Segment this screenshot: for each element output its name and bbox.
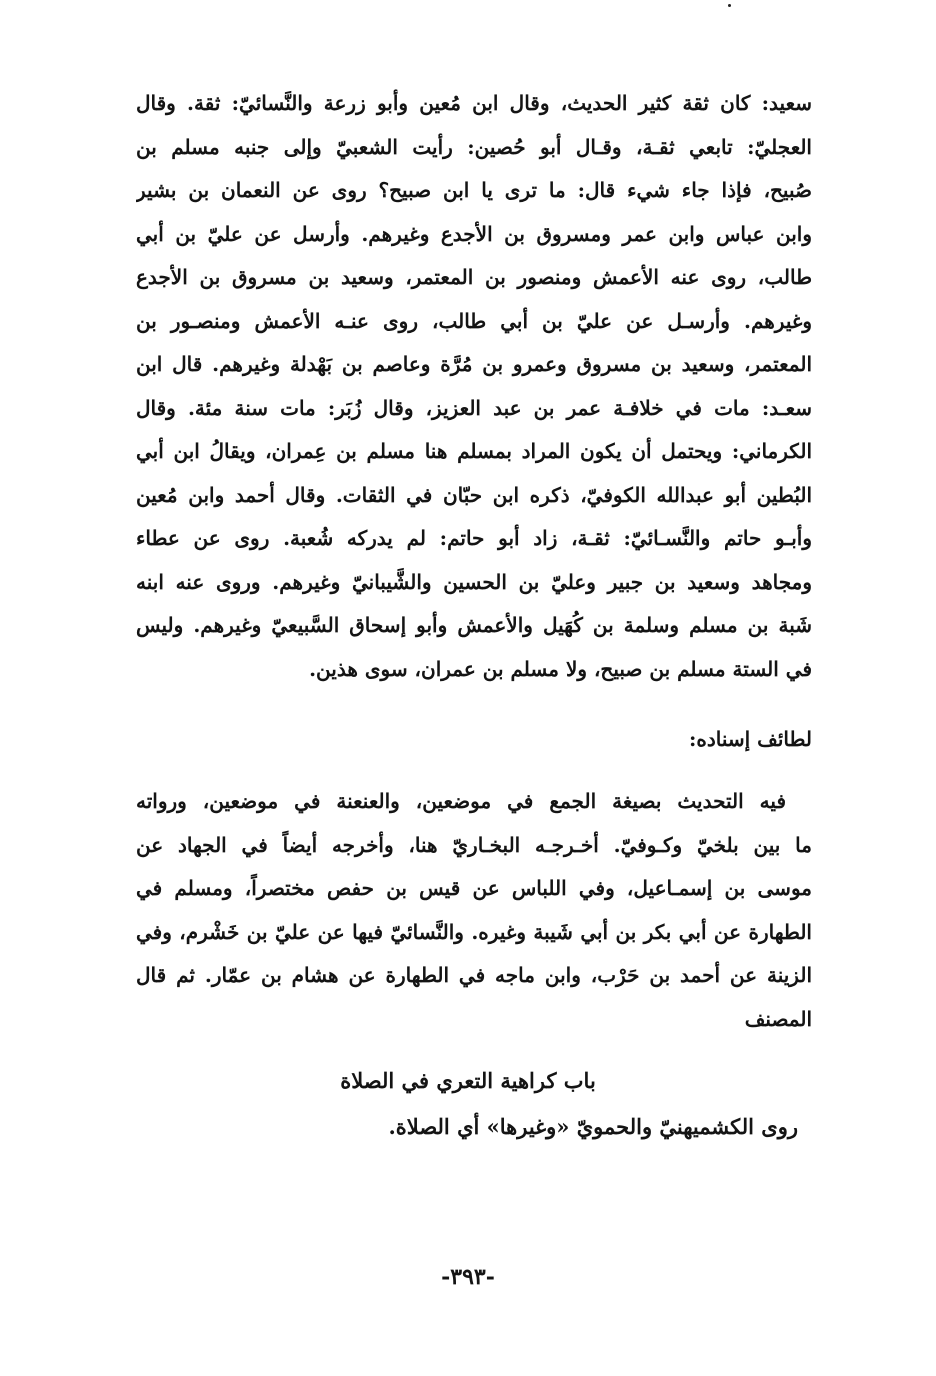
biography-paragraph — [136, 82, 812, 691]
text-line: وغيرهم. وأرسـل عن عليّ بن أبي طالب، روى عنـه الأعمش ومنصـور بن — [136, 308, 812, 333]
text-line: وابن عباس وابن عمر ومسروق بن الأجدع وغيرهم. وأرسل عن عليّ بن أبي — [136, 221, 812, 246]
text-line: موسى بن إسمـاعيل، وفي اللباس عن قيس بن حفص مختصراً، ومسلم في — [136, 876, 812, 900]
text-line: الزينة عن أحمد بن حَرْب، وابن ماجه في الطهارة عن هشام بن عمّار. ثم قال — [136, 963, 812, 987]
text-line: الطهارة عن أبي بكر بن أبي شَيبة وغيره. والنَّسائيّ فيها عن عليّ بن خَشْرم، وفي — [136, 919, 812, 944]
chapter-note: روى الكشميهنيّ والحمويّ «وغيرها» أي الصلاة. — [388, 1114, 798, 1139]
page-number: -٣٩٣- — [441, 1264, 495, 1290]
text-line: العجليّ: تابعي ثقـة، وقـال أبو حُصين: رأيت الشعبيّ وإلى جنبه مسلم بن — [136, 134, 812, 159]
text-line: المعتمر، وسعيد بن مسروق وعمرو بن مُرَّة وعاصم بن بَهْدلة وغيرهم. قال ابن — [136, 352, 812, 376]
text-line: في الستة مسلم بن صبيح، ولا مسلم بن عمران، سوى هذين. — [309, 656, 812, 681]
text-line: صُبيح، فإذا جاء شيء قال: ما ترى يا ابن صبيح؟ روى عن النعمان بن بشير — [136, 178, 812, 202]
text-line: طالب، روى عنه الأعمش ومنصور بن المعتمر، وسعيد بن مسروق بن الأجدع — [136, 265, 812, 289]
isnad-paragraph — [136, 780, 812, 1041]
text-line: البُطين أبو عبدالله الكوفيّ، ذكره ابن حبّان في الثقات. وقال أحمد وابن مُعين — [136, 482, 812, 507]
text-line: سعيد: كان ثقة كثير الحديث، وقال ابن مُعين وأبو زرعة والنَّسائيّ: ثقة. وقال — [136, 91, 812, 115]
chapter-title: باب كراهية التعري في الصلاة — [340, 1068, 596, 1093]
text-line: سعـد: مات في خلافـة عمر بن عبد العزيز، وقال زُبَر: مات سنة مئة. وقال — [136, 395, 812, 420]
text-line: فيه التحديث بصيغة الجمع في موضعين، والعنعنة في موضعين، ورواته — [136, 789, 787, 813]
text-line: ما بين بلخيّ وكـوفيّ. أخـرجـه البخـاريّ هنا، وأخرجه أيضاً في الجهاد عن — [136, 832, 812, 857]
text-line: وأبـو حاتم والنَّسـائيّ: ثقـة، زاد أبو حاتم: لم يدركه شُعبة. روى عن عطاء — [136, 526, 812, 550]
section-heading: لطائف إسناده: — [688, 727, 812, 751]
text-line: ومجاهد وسعيد بن جبير وعليّ بن الحسين والشَّيبانيّ وغيرهم. وروى عنه ابنه — [136, 569, 812, 594]
text-line: شَبة بن مسلم وسلمة بن كُهَيل والأعمش وأبو إسحاق السَّبيعيّ وغيرهم. وليس — [136, 613, 812, 637]
text-line: الكرماني: ويحتمل أن يكون المراد بمسلم هنا مسلم بن عِمران، ويقالُ ابن أبي — [136, 439, 812, 463]
text-line: المصنف — [744, 1006, 812, 1031]
print-speck — [728, 4, 731, 7]
